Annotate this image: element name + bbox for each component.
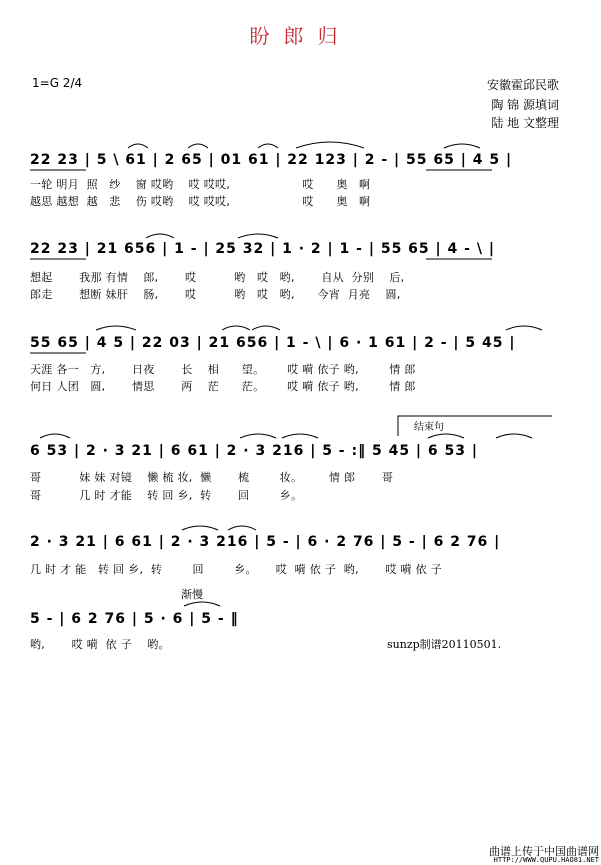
slur-mark (182, 526, 218, 530)
slur-mark (258, 144, 278, 148)
lyrics-line-5-verse-1: 几 时 才 能 转 回 乡, 转 回 乡。 哎 嗬 依 子 哟, 哎 嗬 依 子 (30, 563, 443, 576)
score-line-6: 5 - | 6 2 76 | 5 · 6 | 5 - ‖ (30, 611, 239, 627)
score-line-1: 22 23 | 5 \ 61 | 2 65 | 01 61 | 22 123 | 2 - | 55 65 | 4 5 | (30, 152, 513, 168)
ending-bracket (398, 416, 552, 436)
slur-mark (222, 326, 250, 330)
slur-mark (282, 434, 318, 438)
slur-mark (228, 526, 256, 530)
slur-mark (40, 434, 70, 438)
score-line-3: 55 65 | 4 5 | 22 03 | 21 656 | 1 - \ | 6 · 1 61 | 2 - | 5 45 | (30, 335, 516, 351)
arranger-credit: 陆 地 文整理 (491, 116, 559, 130)
slur-mark (252, 326, 280, 330)
lyrics-line-4-verse-2: 哥 几 时 才能 转 回 乡, 转 回 乡。 (30, 489, 303, 502)
slur-mark (128, 144, 148, 148)
slur-mark (296, 142, 364, 148)
slur-mark (188, 144, 208, 148)
lyricist-credit: 陶 锦 源填词 (491, 98, 559, 112)
slur-mark (240, 434, 276, 438)
score-line-2: 22 23 | 21 656 | 1 - | 25 32 | 1 · 2 | 1 - | 55 65 | 4 - \ | (30, 241, 495, 257)
lyrics-line-1-verse-2: 越思 越想 越 悲 伤 哎哟 哎 哎哎, 哎 奥 啊 (30, 195, 371, 208)
page-title: 盼郎归 (249, 24, 352, 48)
slur-mark (184, 602, 220, 606)
slur-mark (428, 434, 464, 438)
lyrics-line-6-verse-1: 哟, 哎 嗬 依 子 哟。 (30, 638, 170, 651)
slur-mark (238, 234, 278, 238)
lyrics-line-1-verse-1: 一轮 明月 照 纱 窗 哎哟 哎 哎哎, 哎 奥 啊 (30, 178, 371, 191)
footer-site: 曲谱上传于中国曲谱网 (489, 845, 599, 858)
slur-mark (444, 144, 480, 148)
lyrics-line-2-verse-2: 郎走 想断 妹肝 肠, 哎 哟 哎 哟, 今宵 月亮 圆, (30, 288, 401, 301)
slur-mark (506, 326, 542, 330)
lyrics-line-2-verse-1: 想起 我那 有情 郎, 哎 哟 哎 哟, 自从 分别 后, (30, 271, 405, 284)
tempo-mark: 渐慢 (181, 588, 203, 601)
lyrics-line-3-verse-2: 何日 人团 圆, 情思 两 茫 茫。 哎 嗬 依子 哟, 情 郎 (30, 380, 416, 393)
slur-mark (146, 234, 174, 238)
score-line-4: 6 53 | 2 · 3 21 | 6 61 | 2 · 3 216 | 5 - :‖ 5 45 | 6 53 | (30, 443, 479, 459)
lyrics-line-3-verse-1: 天涯 各一 方, 日夜 长 相 望。 哎 嗬 依子 哟, 情 郎 (30, 363, 416, 376)
song-origin: 安徽霍邱民歌 (486, 78, 559, 92)
slur-mark (496, 434, 532, 438)
key-signature: 1=G 2/4 (32, 76, 83, 90)
footer-url: HTTP://WWW.QUPU.HAO81.NET (493, 856, 599, 864)
score-line-5: 2 · 3 21 | 6 61 | 2 · 3 216 | 5 - | 6 · 2 76 | 5 - | 6 2 76 | (30, 534, 501, 550)
ending-label: 结束句 (414, 422, 444, 433)
transcriber-signature: sunzp制谱20110501. (387, 638, 502, 651)
slur-mark (96, 326, 136, 330)
lyrics-line-4-verse-1: 哥 妹 妹 对镜 懒 梳 妆, 懒 梳 妆。 情 郎 哥 (30, 471, 394, 484)
